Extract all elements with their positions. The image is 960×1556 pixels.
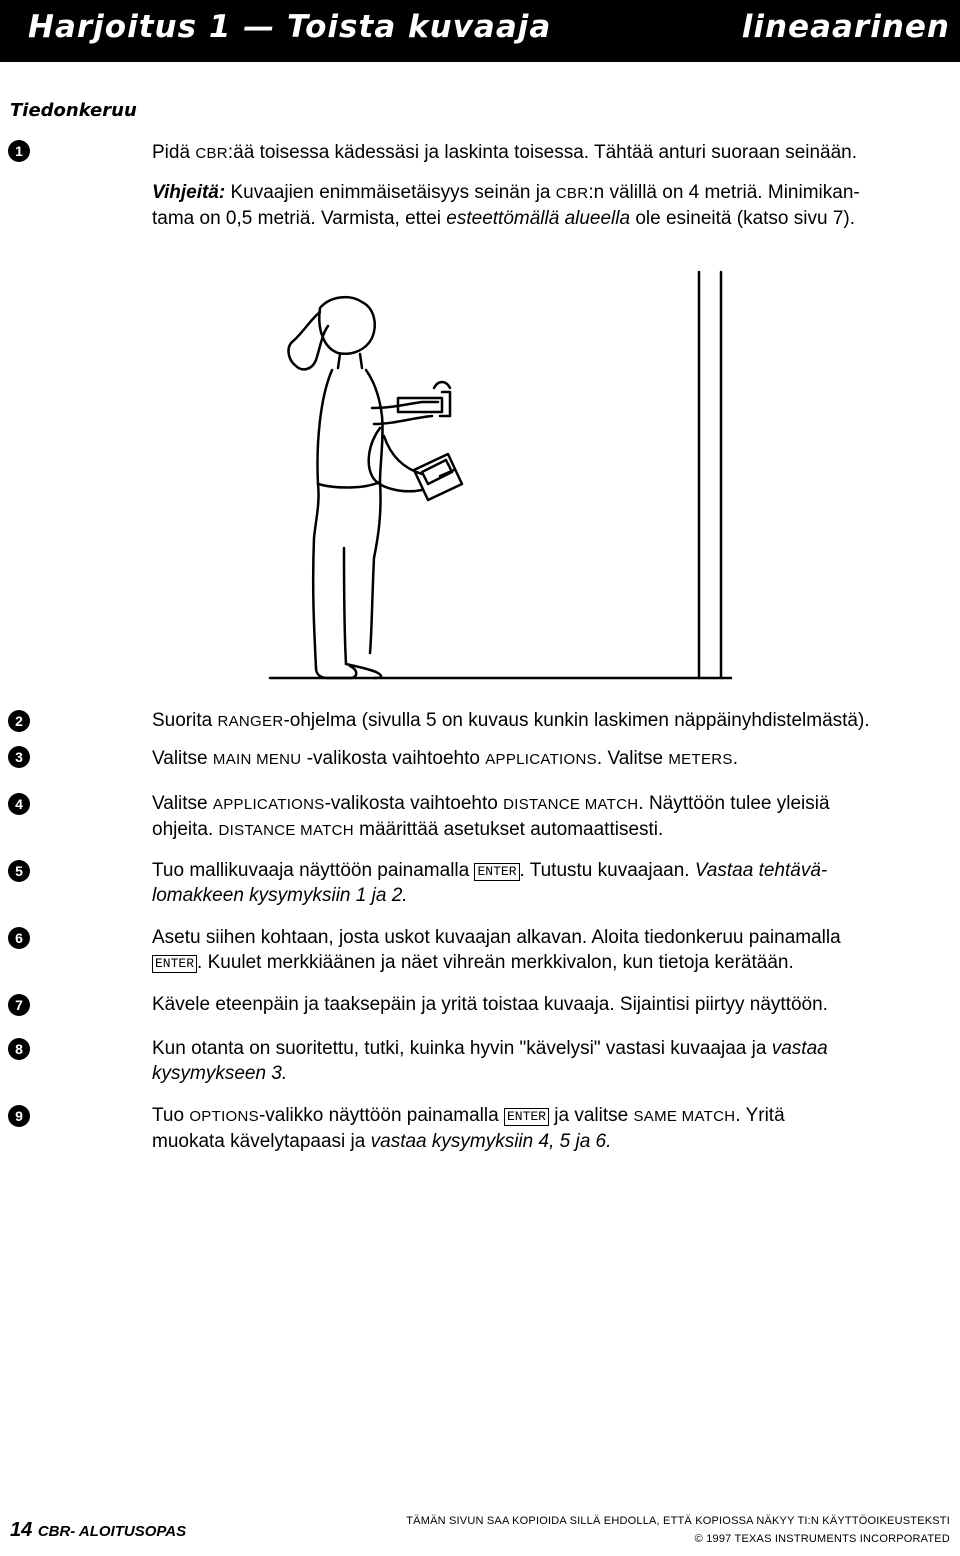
copy-permission: TÄMÄN SIVUN SAA KOPIOIDA SILLÄ EHDOLLA, ETTÄ KOPIOSSA NÄKYY TI:N KÄYTTÖOIKEUSTEKSTI — [406, 1515, 950, 1527]
copyright-notice — [406, 1512, 950, 1548]
header-subtitle: lineaarinen — [741, 9, 950, 45]
copyright-line: © 1997 TEXAS INSTRUMENTS INCORPORATED — [694, 1533, 950, 1545]
step-number: 7 — [8, 994, 30, 1016]
enter-key-icon: ENTER — [504, 1108, 549, 1126]
step-number: 1 — [8, 140, 30, 162]
step-7-text: Kävele eteenpäin ja taaksepäin ja yritä toistaa kuvaaja. Sijaintisi piirtyy näyttöön. — [152, 994, 828, 1015]
step-9-text: Tuo OPTIONS-valikko näyttöön painamalla ENTER ja valitse SAME MATCH. Yritä muokata kävelytapaasi ja vastaa kysymyksiin 4, 5 ja 6. — [152, 1105, 785, 1152]
step-number: 6 — [8, 927, 30, 949]
step-number: 9 — [8, 1105, 30, 1127]
step-2-text: Suorita RANGER-ohjelma (sivulla 5 on kuvaus kunkin laskimen näppäinyhdistelmästä). — [152, 710, 870, 731]
step-5-text: Tuo mallikuvaaja näyttöön painamalla ENTER . Tutustu kuvaajaan. Vastaa tehtävä- lomakkeen kysymyksiin 1 ja 2. — [152, 860, 828, 906]
enter-key-icon: ENTER — [474, 863, 519, 881]
page-title: Harjoitus 1 — Toista kuvaaja — [28, 9, 552, 45]
footer-page-info — [10, 1519, 186, 1542]
step-number: 2 — [8, 710, 30, 732]
enter-key-icon: ENTER — [152, 955, 197, 973]
section-heading: Tiedonkeruu — [10, 100, 137, 121]
book-title: CBR- ALOITUSOPAS — [37, 1523, 187, 1540]
step-1-text: Pidä CBR:ää toisessa kädessäsi ja laskinta toisessa. Tähtää anturi suoraan seinään. — [152, 142, 858, 163]
step-number: 3 — [8, 746, 30, 768]
page-number: 14 — [10, 1519, 33, 1541]
step-4-text: Valitse APPLICATIONS-valikosta vaihtoehto DISTANCE MATCH. Näyttöön tulee yleisiä ohjeita. DISTANCE MATCH määrittää asetukset automaattisesti. — [152, 793, 830, 840]
hint-text: Vihjeitä: Kuvaajien enimmäisetäisyys seinän ja CBR:n välillä on 4 metriä. Minimikan- tama on 0,5 metriä. Varmista, ettei esteettömällä alueella ole esineitä (katso sivu 7). — [152, 182, 860, 229]
step-number: 5 — [8, 860, 30, 882]
step-3-text: Valitse MAIN MENU -valikosta vaihtoehto APPLICATIONS. Valitse METERS. — [152, 748, 738, 769]
header-bar — [0, 0, 960, 62]
step-number: 8 — [8, 1038, 30, 1060]
step-number: 4 — [8, 793, 30, 815]
step-8-text: Kun otanta on suoritettu, tutki, kuinka hyvin "kävelysi" vastasi kuvaajaa ja vastaa kysymykseen 3. — [152, 1038, 828, 1084]
step-6-text: Asetu siihen kohtaan, josta uskot kuvaajan alkavan. Aloita tiedonkeruu painamalla ENTER . Kuulet merkkiäänen ja näet vihreän merkkivalon, kun tietoja kerätään. — [152, 927, 841, 973]
person-wall-illustration — [262, 268, 732, 684]
